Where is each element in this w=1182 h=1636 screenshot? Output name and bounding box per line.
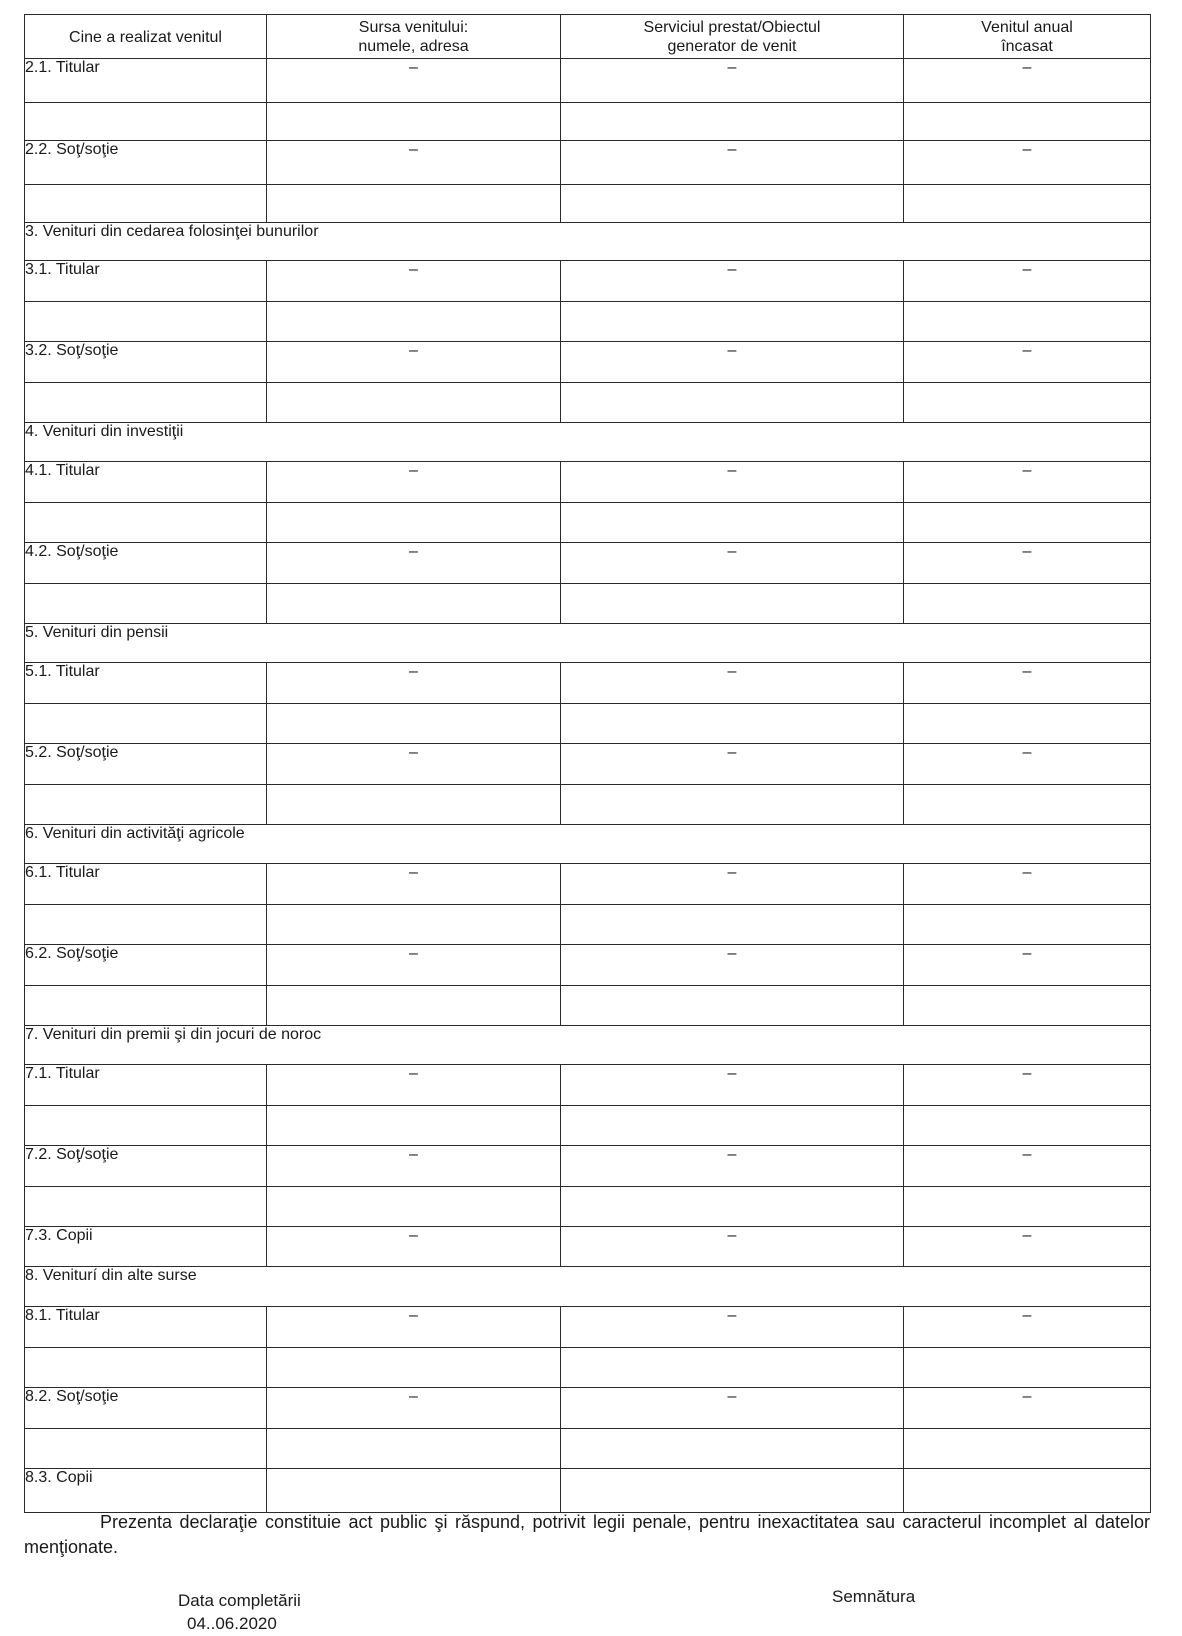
income-cell xyxy=(904,383,1151,423)
service-cell xyxy=(561,986,904,1026)
service-cell: – xyxy=(561,1388,904,1429)
source-cell xyxy=(267,383,561,423)
source-cell: – xyxy=(267,945,561,986)
entry-row xyxy=(25,1388,1151,1429)
row-label xyxy=(25,185,267,223)
source-cell: – xyxy=(267,1065,561,1106)
row-label: 6.1. Titular xyxy=(25,864,267,905)
source-cell xyxy=(267,704,561,744)
source-cell: – xyxy=(267,1307,561,1348)
service-cell: – xyxy=(561,59,904,103)
income-cell: – xyxy=(904,864,1151,905)
service-cell: – xyxy=(561,1227,904,1267)
section-title: 7. Venituri din premii şi din jocuri de noroc xyxy=(25,1026,1151,1065)
service-cell xyxy=(561,1469,904,1513)
source-cell: – xyxy=(267,141,561,185)
income-cell xyxy=(904,1187,1151,1227)
entry-row xyxy=(25,462,1151,503)
section-title: 8. Veniturí din alte surse xyxy=(25,1267,1151,1307)
source-cell: – xyxy=(267,543,561,584)
income-cell xyxy=(904,785,1151,825)
row-label: 4.1. Titular xyxy=(25,462,267,503)
entry-row xyxy=(25,945,1151,986)
source-cell xyxy=(267,103,561,141)
income-cell: – xyxy=(904,945,1151,986)
service-cell xyxy=(561,302,904,342)
section-row xyxy=(25,624,1151,663)
blank-row xyxy=(25,103,1151,141)
row-label xyxy=(25,302,267,342)
source-cell: – xyxy=(267,1146,561,1187)
row-label xyxy=(25,383,267,423)
row-label xyxy=(25,1348,267,1388)
entry-row xyxy=(25,141,1151,185)
entry-row xyxy=(25,261,1151,302)
blank-row xyxy=(25,503,1151,543)
service-cell xyxy=(561,185,904,223)
source-cell xyxy=(267,584,561,624)
income-cell xyxy=(904,1469,1151,1513)
source-cell: – xyxy=(267,462,561,503)
row-label: 7.2. Soţ/soţie xyxy=(25,1146,267,1187)
header-service: Serviciul prestat/Obiectul generator de venit xyxy=(561,15,904,59)
row-label xyxy=(25,1429,267,1469)
entry-row xyxy=(25,342,1151,383)
service-cell: – xyxy=(561,744,904,785)
service-cell xyxy=(561,103,904,141)
entry-row xyxy=(25,864,1151,905)
service-cell xyxy=(561,1348,904,1388)
source-cell xyxy=(267,986,561,1026)
income-cell: – xyxy=(904,261,1151,302)
blank-row xyxy=(25,1187,1151,1227)
income-cell xyxy=(904,1106,1151,1146)
section-row xyxy=(25,223,1151,261)
income-cell: – xyxy=(904,1065,1151,1106)
source-cell: – xyxy=(267,744,561,785)
service-cell: – xyxy=(561,462,904,503)
blank-row xyxy=(25,584,1151,624)
source-cell xyxy=(267,1348,561,1388)
row-label xyxy=(25,584,267,624)
source-cell xyxy=(267,1187,561,1227)
source-cell: – xyxy=(267,59,561,103)
income-cell: – xyxy=(904,462,1151,503)
blank-row xyxy=(25,986,1151,1026)
service-cell: – xyxy=(561,543,904,584)
service-cell: – xyxy=(561,141,904,185)
income-cell: – xyxy=(904,1307,1151,1348)
entry-row xyxy=(25,663,1151,704)
header-income: Venitul anual încasat xyxy=(904,15,1151,59)
income-cell: – xyxy=(904,1388,1151,1429)
entry-row xyxy=(25,59,1151,103)
service-cell xyxy=(561,383,904,423)
entry-row xyxy=(25,1146,1151,1187)
income-cell: – xyxy=(904,1146,1151,1187)
source-cell: – xyxy=(267,342,561,383)
row-label: 5.2. Soţ/soţie xyxy=(25,744,267,785)
blank-row xyxy=(25,905,1151,945)
source-cell: – xyxy=(267,1227,561,1267)
income-cell xyxy=(904,1429,1151,1469)
source-cell xyxy=(267,905,561,945)
row-label: 4.2. Soţ/soţie xyxy=(25,543,267,584)
completion-date-value: 04..06.2020 xyxy=(187,1614,277,1633)
income-cell: – xyxy=(904,141,1151,185)
row-label: 8.3. Copii xyxy=(25,1469,267,1513)
section-title: 5. Venituri din pensii xyxy=(25,624,1151,663)
income-cell xyxy=(904,185,1151,223)
completion-date-label: Data completării xyxy=(178,1591,301,1610)
row-label xyxy=(25,103,267,141)
income-cell xyxy=(904,103,1151,141)
row-label xyxy=(25,503,267,543)
row-label xyxy=(25,905,267,945)
service-cell: – xyxy=(561,1065,904,1106)
service-cell xyxy=(561,1187,904,1227)
source-cell: – xyxy=(267,1388,561,1429)
service-cell: – xyxy=(561,342,904,383)
service-cell xyxy=(561,584,904,624)
income-cell xyxy=(904,584,1151,624)
income-cell: – xyxy=(904,744,1151,785)
income-cell xyxy=(904,302,1151,342)
entry-row xyxy=(25,1227,1151,1267)
source-cell xyxy=(267,1429,561,1469)
row-label: 8.1. Titular xyxy=(25,1307,267,1348)
service-cell xyxy=(561,1429,904,1469)
service-cell: – xyxy=(561,1146,904,1187)
income-cell xyxy=(904,503,1151,543)
source-cell: – xyxy=(267,663,561,704)
blank-row xyxy=(25,383,1151,423)
income-cell xyxy=(904,905,1151,945)
header-who: Cine a realizat venitul xyxy=(25,15,267,59)
entry-row xyxy=(25,1307,1151,1348)
income-cell: – xyxy=(904,543,1151,584)
row-label: 6.2. Soţ/soţie xyxy=(25,945,267,986)
service-cell xyxy=(561,1106,904,1146)
row-label xyxy=(25,785,267,825)
income-declaration-table xyxy=(24,14,1151,1513)
section-title: 3. Venituri din cedarea folosinţei bunurilor xyxy=(25,223,1151,261)
section-row xyxy=(25,1026,1151,1065)
row-label: 2.2. Soţ/soţie xyxy=(25,141,267,185)
row-label: 3.2. Soţ/soţie xyxy=(25,342,267,383)
entry-row xyxy=(25,1469,1151,1513)
income-cell: – xyxy=(904,1227,1151,1267)
source-cell: – xyxy=(267,261,561,302)
row-label: 5.1. Titular xyxy=(25,663,267,704)
section-row xyxy=(25,423,1151,462)
source-cell xyxy=(267,503,561,543)
row-label xyxy=(25,1187,267,1227)
blank-row xyxy=(25,185,1151,223)
blank-row xyxy=(25,1348,1151,1388)
row-label: 8.2. Soţ/soţie xyxy=(25,1388,267,1429)
service-cell xyxy=(561,905,904,945)
blank-row xyxy=(25,785,1151,825)
income-cell: – xyxy=(904,59,1151,103)
source-cell xyxy=(267,302,561,342)
income-cell: – xyxy=(904,342,1151,383)
row-label xyxy=(25,986,267,1026)
section-row xyxy=(25,1267,1151,1307)
blank-row xyxy=(25,1106,1151,1146)
service-cell: – xyxy=(561,663,904,704)
income-cell xyxy=(904,704,1151,744)
income-cell xyxy=(904,1348,1151,1388)
source-cell xyxy=(267,1106,561,1146)
income-cell: – xyxy=(904,663,1151,704)
service-cell xyxy=(561,704,904,744)
source-cell xyxy=(267,785,561,825)
table-body xyxy=(25,59,1151,1513)
blank-row xyxy=(25,302,1151,342)
row-label xyxy=(25,1106,267,1146)
entry-row xyxy=(25,1065,1151,1106)
header-source: Sursa venitului: numele, adresa xyxy=(267,15,561,59)
signature-label: Semnătura xyxy=(832,1587,916,1606)
declaration-text: Prezenta declaraţie constituie act public şi răspund, potrivit legii penale, pentru inexactitatea sau caracterul incomplet al datelor menţionate. xyxy=(24,1512,1150,1557)
service-cell xyxy=(561,503,904,543)
row-label: 2.1. Titular xyxy=(25,59,267,103)
service-cell: – xyxy=(561,864,904,905)
row-label: 3.1. Titular xyxy=(25,261,267,302)
section-row xyxy=(25,825,1151,864)
service-cell: – xyxy=(561,945,904,986)
source-cell: – xyxy=(267,864,561,905)
service-cell: – xyxy=(561,261,904,302)
service-cell xyxy=(561,785,904,825)
row-label xyxy=(25,704,267,744)
entry-row xyxy=(25,543,1151,584)
row-label: 7.1. Titular xyxy=(25,1065,267,1106)
income-cell xyxy=(904,986,1151,1026)
blank-row xyxy=(25,704,1151,744)
section-title: 4. Venituri din investiţii xyxy=(25,423,1151,462)
entry-row xyxy=(25,744,1151,785)
blank-row xyxy=(25,1429,1151,1469)
source-cell xyxy=(267,1469,561,1513)
source-cell xyxy=(267,185,561,223)
row-label: 7.3. Copii xyxy=(25,1227,267,1267)
section-title: 6. Venituri din activităţi agricole xyxy=(25,825,1151,864)
service-cell: – xyxy=(561,1307,904,1348)
